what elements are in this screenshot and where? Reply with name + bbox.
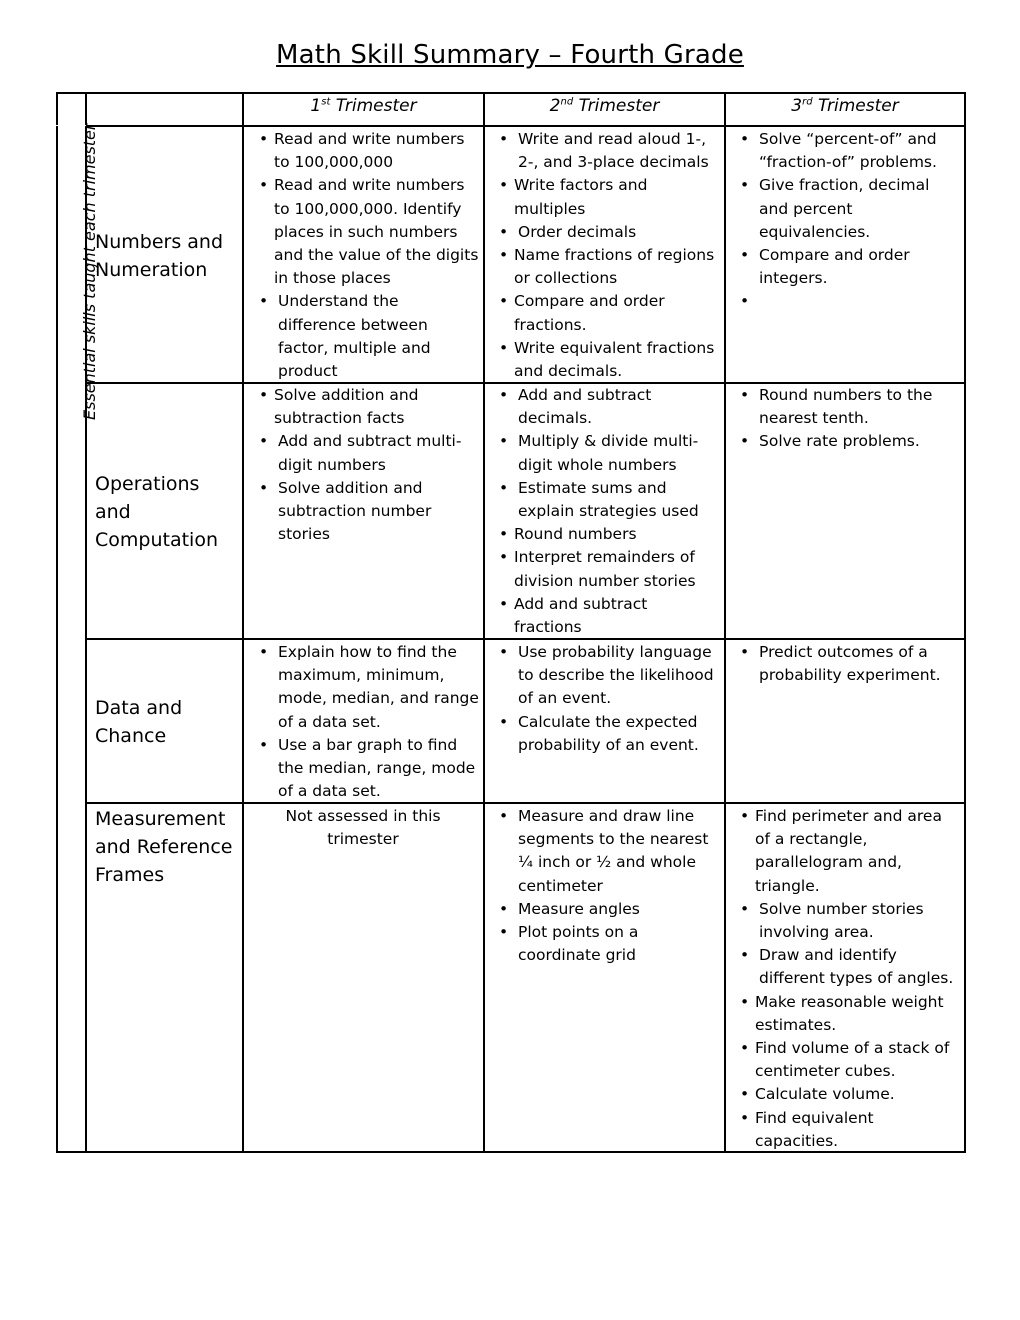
list-item: • Solve “percent-of” and “fraction-of” problems. [735, 128, 961, 174]
side-label: Essential skills taught each trimester [80, 123, 99, 420]
column-header-2: 2nd Trimester [549, 96, 660, 116]
list-item: • Find equivalent capacities. [735, 1107, 961, 1153]
list-item: • Solve rate problems. [735, 430, 961, 453]
list-item: • Find perimeter and area of a rectangle, parallelogram and, triangle. [735, 805, 961, 898]
cell-measurement-t1: Not assessed in this trimester [285, 807, 441, 849]
cell-data-t3 [735, 641, 961, 687]
list-item: • Make reasonable weight estimates. [735, 991, 961, 1037]
list-item: • Write equivalent fractions and decimals. [494, 337, 718, 383]
cell-numbers-t2 [494, 128, 718, 383]
list-item [735, 290, 961, 313]
cell-operations-t2 [494, 384, 718, 639]
list-item: • Write factors and multiples [494, 174, 718, 220]
cell-numbers-t3 [735, 128, 961, 314]
list-item: • Solve addition and subtraction facts [254, 384, 479, 430]
list-item: • Plot points on a coordinate grid [494, 921, 718, 967]
category-operations: Operations and Computation [95, 473, 218, 551]
list-item: • Give fraction, decimal and percent equivalencies. [735, 174, 961, 244]
list-item: • Measure and draw line segments to the nearest ¼ inch or ½ and whole centimeter [494, 805, 718, 898]
page-title: Math Skill Summary – Fourth Grade [276, 40, 744, 70]
cell-numbers-t1 [254, 128, 479, 383]
category-measurement: Measurement and Reference Frames [95, 808, 233, 886]
list-item: • Write and read aloud 1-, 2-, and 3-place decimals [494, 128, 718, 174]
list-item: • Predict outcomes of a probability experiment. [735, 641, 961, 687]
list-item: • Compare and order fractions. [494, 290, 718, 336]
list-item: • Name fractions of regions or collections [494, 244, 718, 290]
list-item: • Find volume of a stack of centimeter cubes. [735, 1037, 961, 1083]
list-item: • Calculate volume. [735, 1083, 961, 1106]
column-header-3: 3rd Trimester [791, 96, 899, 116]
list-item: • Solve number stories involving area. [735, 898, 961, 944]
list-item: • Add and subtract decimals. [494, 384, 718, 430]
list-item: • Compare and order integers. [735, 244, 961, 290]
list-item: • Add and subtract fractions [494, 593, 718, 639]
cell-data-t2 [494, 641, 718, 757]
category-data: Data and Chance [95, 697, 183, 747]
list-item: • Round numbers [494, 523, 718, 546]
cell-data-t1 [254, 641, 479, 803]
list-item: • Use a bar graph to find the median, range, mode of a data set. [254, 734, 479, 804]
list-item: • Order decimals [494, 221, 718, 244]
cell-measurement-t3 [735, 805, 961, 1153]
cell-measurement-t2 [494, 805, 718, 967]
list-item: • Read and write numbers to 100,000,000. Identify places in such numbers and the value of the digits in those places [254, 174, 479, 290]
list-item: • Measure angles [494, 898, 718, 921]
list-item: • Solve addition and subtraction number stories [254, 477, 479, 547]
list-item: • Add and subtract multi-digit numbers [254, 430, 479, 476]
list-item: • Draw and identify different types of angles. [735, 944, 961, 990]
cell-operations-t3 [735, 384, 961, 454]
category-numbers: Numbers and Numeration [95, 231, 224, 281]
list-item: • Calculate the expected probability of an event. [494, 711, 718, 757]
list-item: • Explain how to find the maximum, minimum, mode, median, and range of a data set. [254, 641, 479, 734]
list-item: • Understand the difference between factor, multiple and product [254, 290, 479, 383]
list-item: • Use probability language to describe the likelihood of an event. [494, 641, 718, 711]
list-item: • Interpret remainders of division number stories [494, 546, 718, 592]
list-item: • Estimate sums and explain strategies used [494, 477, 718, 523]
column-header-1: 1st Trimester [310, 96, 417, 116]
cell-operations-t1 [254, 384, 479, 546]
list-item: • Round numbers to the nearest tenth. [735, 384, 961, 430]
list-item: • Read and write numbers to 100,000,000 [254, 128, 479, 174]
list-item: • Multiply & divide multi-digit whole numbers [494, 430, 718, 476]
